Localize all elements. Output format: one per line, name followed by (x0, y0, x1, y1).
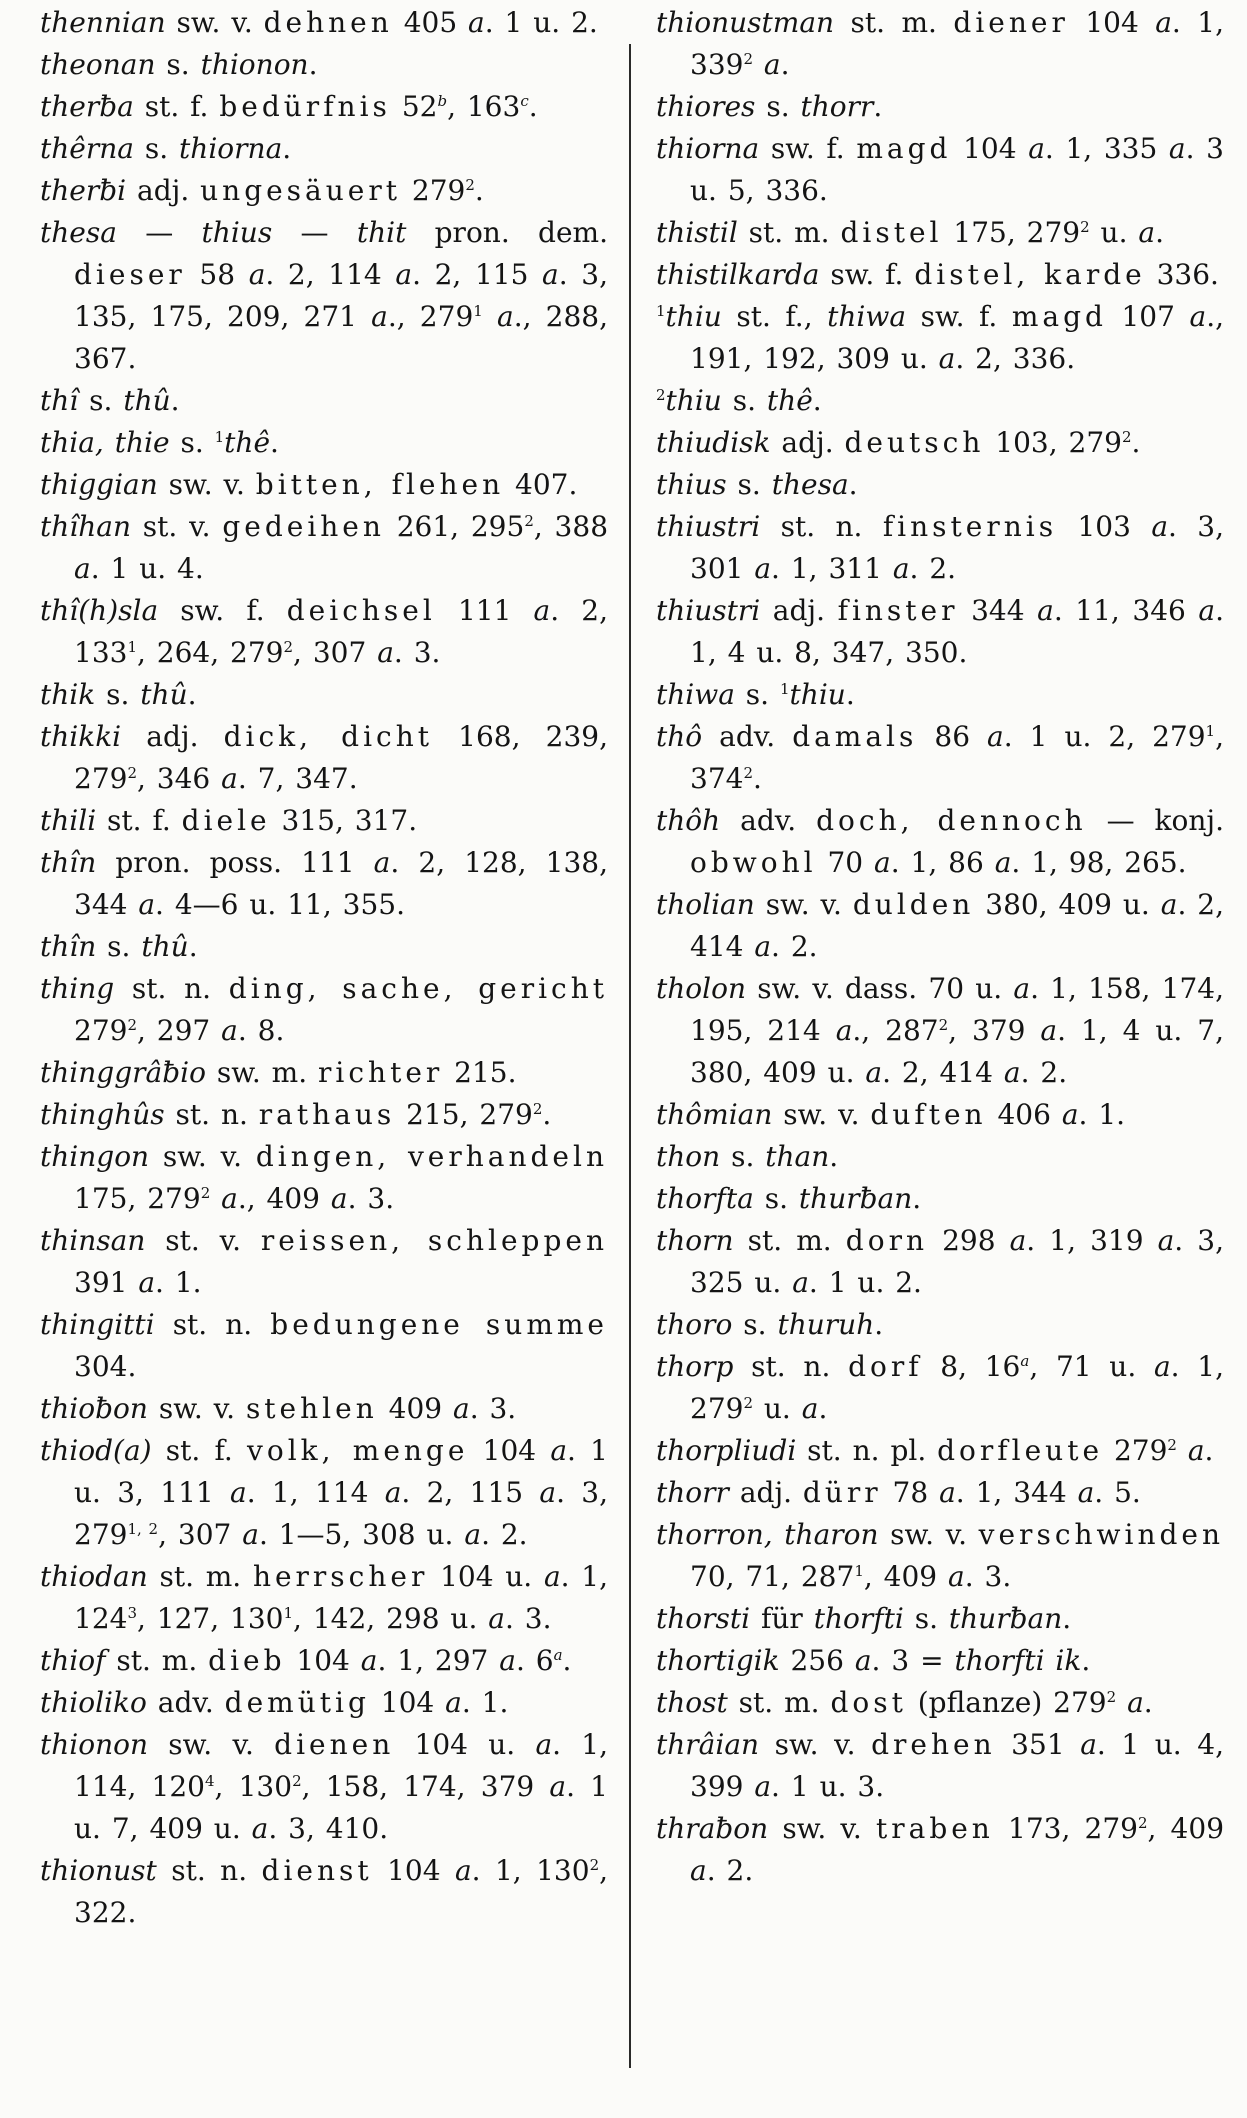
dictionary-entry: thiggian sw. v. bitten, flehen 407. (40, 468, 578, 501)
dictionary-entry: thik s. thû. (40, 678, 197, 711)
dictionary-entry: thili st. f. diele 315, 317. (40, 804, 418, 837)
dictionary-entry: thoro s. thuruh. (656, 1308, 884, 1341)
dictionary-entry: tholian sw. v. dulden 380, 409 u. a. 2, 414 a. 2. (656, 888, 1225, 963)
dictionary-entry: thêrna s. thiorna. (40, 132, 292, 165)
dictionary-entry: $^1$thiu st. f., thiwa sw. f. magd 107 a., 191, 192, 309 u. a. 2, 336. (656, 300, 1224, 375)
dictionary-entry: thorsti für thorfti s. thurƀan. (656, 1602, 1072, 1635)
dictionary-entry: thionon sw. v. dienen 104 u. a. 1, 114, $120^4$, $130^2$, 158, 174, 379 a. 1 u. 7, 409 u. a. 3, 410. (40, 1728, 609, 1845)
dictionary-entry: thinggrâƀio sw. m. richter 215. (40, 1056, 517, 1089)
dictionary-entry: thorr adj. dürr 78 a. 1, 344 a. 5. (656, 1476, 1141, 1509)
dictionary-entry: thiustri st. n. finsternis 103 a. 3, 301 a. 1, 311 a. 2. (656, 510, 1225, 585)
dictionary-entry: thôh adv. doch, dennoch — konj. obwohl 70 a. 1, 86 a. 1, 98, 265. (656, 804, 1224, 879)
dictionary-entry: thinsan st. v. reissen, schleppen 391 a. 1. (40, 1224, 608, 1299)
dictionary-entry: thistilkarda sw. f. distel, karde 336. (656, 258, 1219, 291)
dictionary-entry: thistil st. m. distel 175, $279^2$ u. a. (656, 216, 1164, 249)
dictionary-entry: thortigik 256 a. 3 = thorfti ik. (656, 1644, 1091, 1677)
dictionary-entry: theonan s. thionon. (40, 48, 318, 81)
dictionary-entry: thioliko adv. demütig 104 a. 1. (40, 1686, 509, 1719)
dictionary-entry: thîhan st. v. gedeihen 261, $295^2$, 388 a. 1 u. 4. (40, 510, 609, 585)
dictionary-entry: thraƀon sw. v. traben 173, $279^2$, 409 a. 2. (656, 1812, 1225, 1887)
dictionary-entry: thiorna sw. f. magd 104 a. 1, 335 a. 3 u. 5, 336. (656, 132, 1224, 207)
right-column (656, 2, 1224, 1892)
dictionary-entry: thorfta s. thurƀan. (656, 1182, 922, 1215)
dictionary-entry: thiustri adj. finster 344 a. 11, 346 a. 1, 4 u. 8, 347, 350. (656, 594, 1225, 669)
dictionary-entry: thiudisk adj. deutsch 103, $279^2$. (656, 426, 1141, 459)
dictionary-entry: thiof st. m. dieb 104 a. 1, 297 a. 6$^a$. (40, 1644, 572, 1677)
dictionary-entry: thiod(a) st. f. volk, menge 104 a. 1 u. 3, 111 a. 1, 114 a. 2, 115 a. 3, 279$^{1, 2}$, 307 a. 1—5, 308 u. a. 2. (40, 1434, 609, 1551)
dictionary-entry: thiwa s. $^1$thiu. (656, 678, 855, 711)
dictionary-entry: thorpliudi st. n. pl. dorfleute $279^2$ a. (656, 1434, 1214, 1467)
dictionary-entry: thingon sw. v. dingen, verhandeln 175, $279^2$ a., 409 a. 3. (40, 1140, 608, 1215)
dictionary-entry: thîn s. thû. (40, 930, 198, 963)
dictionary-entry: thius s. thesa. (656, 468, 858, 501)
dictionary-entry: thionust st. n. dienst 104 a. 1, $130^2$, 322. (40, 1854, 609, 1929)
dictionary-entry: tholon sw. v. dass. 70 u. a. 1, 158, 174, 195, 214 a., $287^2$, 379 a. 1, 4 u. 7, 380, 409 u. a. 2, 414 a. 2. (656, 972, 1224, 1089)
dictionary-entry: thô adv. damals 86 a. 1 u. 2, $279^1$, $374^2$. (656, 720, 1224, 795)
dictionary-entry: thinghûs st. n. rathaus 215, $279^2$. (40, 1098, 552, 1131)
dictionary-entry: thîn pron. poss. 111 a. 2, 128, 138, 344 a. 4—6 u. 11, 355. (40, 846, 608, 921)
dictionary-entry: thiodan st. m. herrscher 104 u. a. 1, $124^3$, 127, $130^1$, 142, 298 u. a. 3. (40, 1560, 609, 1635)
dictionary-entry: thikki adj. dick, dicht 168, 239, $279^2$, 346 a. 7, 347. (40, 720, 608, 795)
dictionary-entry: thionustman st. m. diener 104 a. 1, $339^2$ a. (656, 6, 1224, 81)
dictionary-entry: thost st. m. dost (pflanze) $279^2$ a. (656, 1686, 1153, 1719)
dictionary-entry: thrâian sw. v. drehen 351 a. 1 u. 4, 399 a. 1 u. 3. (656, 1728, 1224, 1803)
dictionary-entry: thia, thie s. $^1$thê. (40, 426, 279, 459)
dictionary-entry: thorron, tharon sw. v. verschwinden 70, 71, $287^1$, 409 a. 3. (656, 1518, 1225, 1593)
dictionary-entry: thing st. n. ding, sache, gericht $279^2$, 297 a. 8. (40, 972, 609, 1047)
dictionary-entry: thennian sw. v. dehnen 405 a. 1 u. 2. (40, 6, 598, 39)
dictionary-entry: thon s. than. (656, 1140, 839, 1173)
dictionary-entry: thî s. thû. (40, 384, 180, 417)
column-divider (629, 44, 631, 2068)
left-column (40, 2, 608, 1934)
dictionary-entry: thorn st. m. dorn 298 a. 1, 319 a. 3, 325 u. a. 1 u. 2. (656, 1224, 1224, 1299)
dictionary-entry: thioƀon sw. v. stehlen 409 a. 3. (40, 1392, 517, 1425)
dictionary-entry: $^2$thiu s. thê. (656, 384, 822, 417)
dictionary-entry: thiores s. thorr. (656, 90, 883, 123)
dictionary-entry: thî(h)sla sw. f. deichsel 111 a. 2, $133^1$, 264, $279^2$, 307 a. 3. (40, 594, 609, 669)
dictionary-entry: thômian sw. v. duften 406 a. 1. (656, 1098, 1126, 1131)
dictionary-entry: thorp st. n. dorf 8, 16$^a$, 71 u. a. 1, $279^2$ u. a. (656, 1350, 1224, 1425)
dictionary-entry: therƀa st. f. bedürfnis 52$^b$, 163$^c$. (40, 90, 538, 123)
dictionary-entry: thingitti st. n. bedungene summe 304. (40, 1308, 609, 1383)
dictionary-entry: thesa — thius — thit pron. dem. dieser 58 a. 2, 114 a. 2, 115 a. 3, 135, 175, 209, 271 a., $279^1$ a., 288, 367. (40, 216, 608, 375)
dictionary-entry: therƀi adj. ungesäuert $279^2$. (40, 174, 484, 207)
